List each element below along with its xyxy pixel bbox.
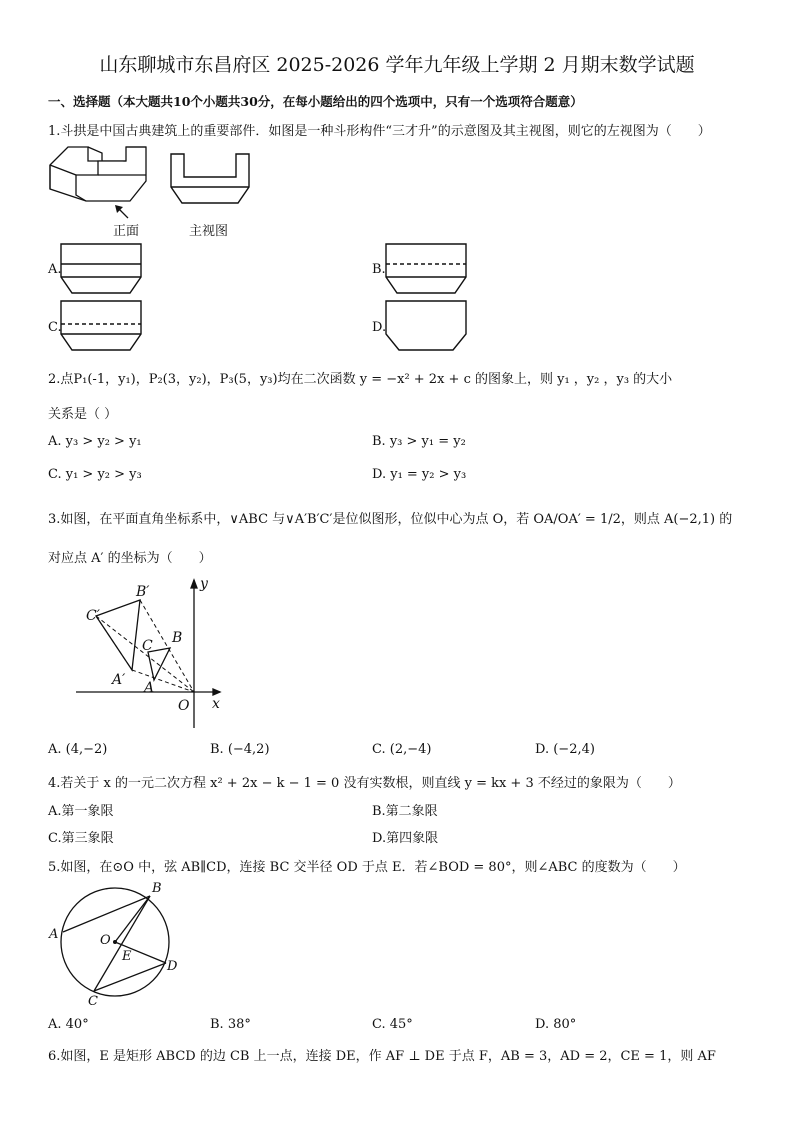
q1-option-c-figure [60, 300, 142, 352]
q4-option-a[interactable]: A.第一象限 [48, 804, 114, 819]
q3-label-y: y [200, 576, 208, 592]
q3-label-a: A [144, 680, 155, 696]
q1-option-a[interactable]: A. [48, 262, 62, 277]
q1-option-d[interactable]: D. [372, 320, 387, 335]
q5-label-d: D [167, 959, 178, 974]
q5-label-b: B [152, 881, 162, 896]
q3-label-b: B [172, 630, 183, 646]
question-2-line-2: 关系是（ ） [48, 407, 118, 422]
question-3-line-2: 对应点 A′ 的坐标为（ ） [48, 551, 212, 566]
q3-option-a[interactable]: A. (4,−2) [48, 742, 108, 757]
q1-option-b-figure [385, 243, 467, 295]
q3-label-b-prime: B′ [136, 584, 150, 600]
question-6-text: 6.如图，E 是矩形 ABCD 的边 CB 上一点，连接 DE，作 AF ⊥ DE 于点 F，AB = 3，AD = 2，CE = 1，则 AF [48, 1049, 716, 1064]
question-3-line-1: 3.如图，在平面直角坐标系中，∨ABC 与∨A′B′C′是位似图形，位似中心为点 O，若 OA/OA′ = 1/2，则点 A(−2,1) 的 [48, 512, 733, 527]
q5-label-o: O [100, 933, 111, 948]
q1-isometric-figure [46, 143, 156, 213]
q4-option-b[interactable]: B.第二象限 [372, 804, 438, 819]
q4-option-d[interactable]: D.第四象限 [372, 831, 439, 846]
q3-coordinate-figure [72, 574, 232, 734]
question-1-text: 1.斗拱是中国古典建筑上的重要部件．如图是一种斗形构件“三才升”的示意图及其主视图，则它的左视图为（ ） [48, 124, 711, 139]
q5-label-c: C [88, 994, 98, 1009]
q3-label-c-prime: C′ [86, 608, 100, 624]
page-title: 山东聊城市东昌府区 2025-2026 学年九年级上学期 2 月期末数学试题 [99, 54, 695, 76]
q1-option-b[interactable]: B. [372, 262, 386, 277]
question-2-line-1: 2.点P₁(-1，y₁)，P₂(3，y₂)，P₃(5，y₃)均在二次函数 y = −x² + 2x + c 的图象上，则 y₁ ，y₂ ，y₃ 的大小 [48, 372, 673, 387]
question-5-text: 5.如图，在⊙O 中，弦 AB∥CD，连接 BC 交半径 OD 于点 E．若∠BOD = 80°，则∠ABC 的度数为（ ） [48, 860, 686, 875]
q2-option-d[interactable]: D. y₁ = y₂ > y₃ [372, 467, 467, 482]
q5-label-e: E [122, 949, 132, 964]
q5-option-c[interactable]: C. 45° [372, 1017, 413, 1032]
q2-option-a[interactable]: A. y₃ > y₂ > y₁ [48, 434, 142, 449]
q4-option-c[interactable]: C.第三象限 [48, 831, 114, 846]
caption-main-view: 主视图 [189, 224, 229, 239]
q5-option-a[interactable]: A. 40° [48, 1017, 89, 1032]
q3-label-o: O [178, 698, 190, 714]
q3-label-a-prime: A′ [112, 672, 126, 688]
q1-front-arrow [112, 202, 132, 220]
q1-option-a-figure [60, 243, 142, 295]
q3-label-x: x [212, 696, 220, 712]
q2-option-c[interactable]: C. y₁ > y₂ > y₃ [48, 467, 142, 482]
question-4-text: 4.若关于 x 的一元二次方程 x² + 2x − k − 1 = 0 没有实数根，则直线 y = kx + 3 不经过的象限为（ ） [48, 776, 681, 791]
q5-label-a: A [49, 927, 59, 942]
caption-front: 正面 [113, 224, 140, 239]
q3-label-c: C [142, 638, 153, 654]
q3-option-b[interactable]: B. (−4,2) [210, 742, 270, 757]
q5-circle-figure [46, 880, 186, 1010]
q2-option-b[interactable]: B. y₃ > y₁ = y₂ [372, 434, 466, 449]
q5-option-b[interactable]: B. 38° [210, 1017, 251, 1032]
q3-option-c[interactable]: C. (2,−4) [372, 742, 432, 757]
section-heading: 一、选择题（本大题共10个小题共30分，在每小题给出的四个选项中，只有一个选项符合题意） [48, 94, 583, 109]
q1-option-d-figure [385, 300, 467, 352]
q5-option-d[interactable]: D. 80° [535, 1017, 577, 1032]
q1-option-c[interactable]: C. [48, 320, 62, 335]
q3-option-d[interactable]: D. (−2,4) [535, 742, 595, 757]
q1-main-view [170, 153, 250, 205]
